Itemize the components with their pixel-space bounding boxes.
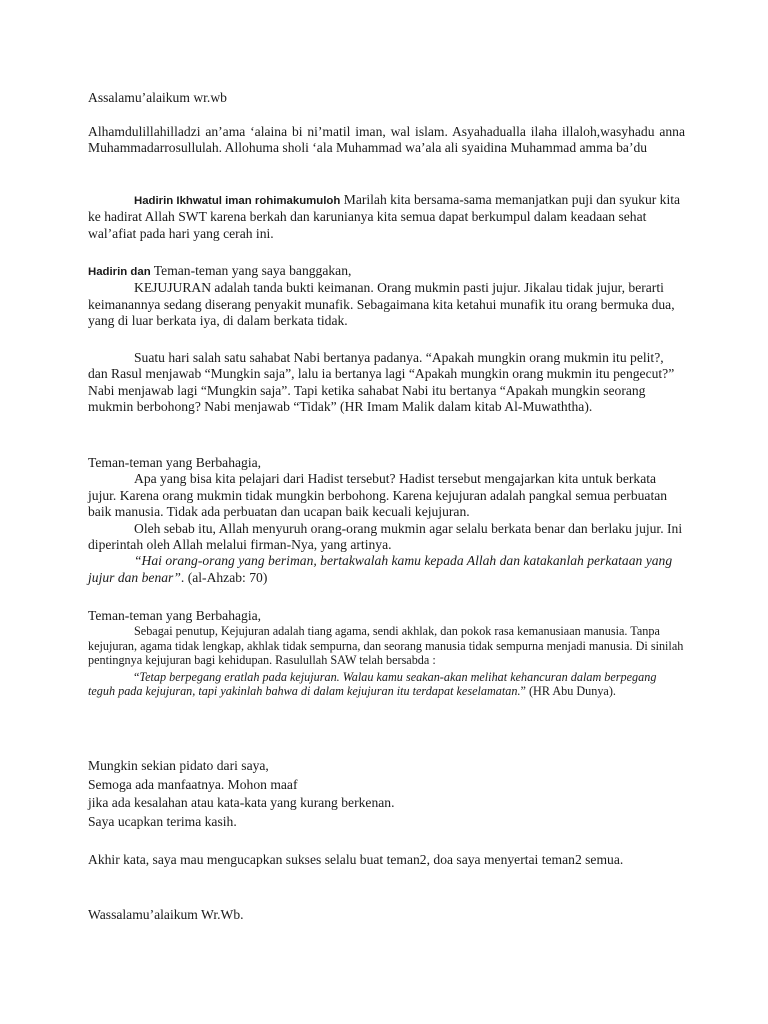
section-2-head-text: Teman-teman yang saya banggakan, [150, 263, 352, 278]
paragraph-3: Suatu hari salah satu sahabat Nabi bertanya padanya. “Apakah mungkin orang mukmin itu pelit?, dan Rasul menjawab “Mungkin saja”, lalu ia bertanya lagi “Apakah mungkin orang mukmin itu pengecut?” Nabi menjawab lagi “Mungkin saja”. Tapi ketika sahabat Nabi itu bertanya “Apakah mungkin seorang mukmin berbohong? Nabi menjawab “Tidak” (HR Imam Malik dalam kitab Al-Muwaththa). [88, 350, 675, 415]
paragraph-1 [88, 192, 685, 242]
final-words: Akhir kata, saya mau mengucapkan sukses selalu buat teman2, doa saya menyertai teman2 semua. [88, 852, 624, 867]
section-4-paragraph-2: Oleh sebab itu, Allah menyuruh orang-orang mukmin agar selalu berkata benar dan berlaku jujur. Ini diperintah oleh Allah melalui firman-Nya, yang artinya. [88, 520, 683, 553]
greeting: Assalamu’alaikum wr.wb [88, 90, 227, 105]
paragraph-1-text: Marilah kita bersama-sama memanjatkan puji dan syukur kita ke hadirat Allah SWT karena berkah dan karunianya kita semua dapat berkumpul dalam keadaan sehat wal’afiat pada hari yang cerah ini. [88, 192, 681, 241]
section-2-paragraph: KEJUJURAN adalah tanda bukti keimanan. Orang mukmin pasti jujur. Jikalau tidak jujur, berarti keimanannya sedang diserang penyakit munafik. Sebagaimana kita ketahui munafik itu orang bermuka dua, yang di luar berkata iya, di dalam berkata tidak. [88, 280, 675, 329]
hadith-quote-ref: ” (HR Abu Dunya). [520, 684, 616, 699]
quran-quote-ref: . (al-Ahzab: 70) [180, 569, 268, 585]
farewell: Wassalamu’alaikum Wr.Wb. [88, 907, 244, 922]
opening-paragraph: Alhamdulillahilladzi an’ama ‘alaina bi ni’matil iman, wal islam. Asyahadualla ilaha illaloh,wasyhadu anna Muhammadarrosullulah. Allohuma sholi ‘ala Muhammad wa’ala ali syaidina Muhammad amma ba’du [88, 124, 685, 156]
closing-lines [88, 757, 685, 831]
section-5-paragraph: Sebagai penutup, Kejujuran adalah tiang agama, sendi akhlak, dan pokok rasa kemanusiaan manusia. Tanpa kejujuran, agama tidak lengkap, akhlak tidak sempurna, dan seorang manusia tidak sempurna menjadi manusia. Di sinilah pentingnya kejujuran bagi kehidupan. Rasulullah SAW telah bersabda : [88, 624, 684, 668]
section-4-heading: Teman-teman yang Berbahagia, [88, 455, 262, 470]
section-4-paragraph-1: Apa yang bisa kita pelajari dari Hadist tersebut? Hadist tersebut mengajarkan kita untuk berkata jujur. Karena orang mukmin tidak mungkin berbohong. Karena kejujuran adalah pangkal semua perbuatan baik manusia. Tidak ada perbuatan dan ucapan baik kecuali kejujuran. [88, 471, 668, 520]
hadith-quote [88, 670, 685, 699]
closing-line: Mungkin sekian pidato dari saya, [88, 758, 269, 773]
hadith-quote-open: “ [134, 669, 140, 684]
section-2-heading [88, 263, 685, 280]
section-5 [88, 608, 685, 698]
section-4-quote [88, 553, 685, 586]
hadith-quote-text: Tetap berpegang eratlah pada kejujuran. Walau kamu seakan-akan melihat kehancuran dalam berpegang teguh pada kejujuran, tapi yakinlah bahwa di dalam kejujuran itu terdapat keselamatan. [88, 669, 657, 699]
closing-line: Saya ucapkan terima kasih. [88, 813, 237, 829]
closing-line: jika ada kesalahan atau kata-kata yang kurang berkenan. [88, 795, 395, 811]
section-5-heading: Teman-teman yang Berbahagia, [88, 608, 262, 623]
quran-quote: “Hai orang-orang yang beriman, bertakwalah kamu kepada Allah dan katakanlah perkataan yang jujur dan benar” [88, 553, 673, 585]
closing-line: Semoga ada manfaatnya. Mohon maaf [88, 776, 298, 792]
paragraph-1-lead: Hadirin Ikhwatul iman rohimakumuloh [134, 195, 341, 207]
section-2 [88, 263, 685, 330]
section-4 [88, 455, 685, 586]
section-2-lead: Hadirin dan [88, 266, 151, 278]
